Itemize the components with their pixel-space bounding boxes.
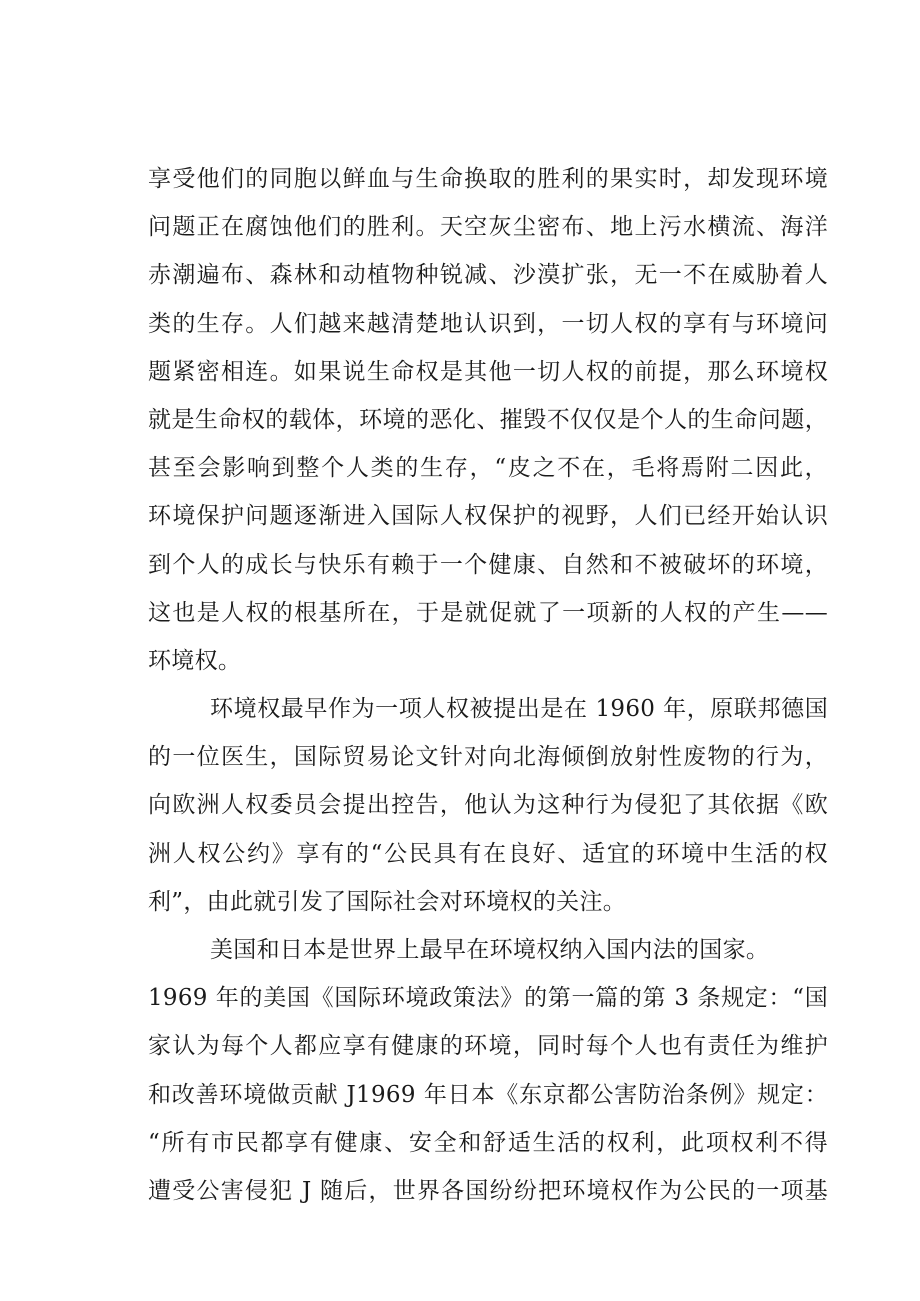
body-text [148,155,828,1215]
text-line: 类的生存。人们越来越清楚地认识到，一切人权的享有与环境问 [148,310,828,337]
text-line: 利”，由此就引发了国际社会对环境权的关注。 [148,888,627,915]
text-line: 和改善环境做贡献 J1969 年日本《东京都公害防治条例》规定： [148,1081,828,1108]
text-line: 赤潮遍布、森林和动植物种锐减、沙漠扩张，无一不在威胁着人 [148,262,828,289]
text-line: 1969 年的美国《国际环境政策法》的第一篇的第 3 条规定：“国 [148,985,828,1012]
text-line: 的一位医生，国际贸易论文针对向北海倾倒放射性废物的行为， [148,744,828,771]
text-line: “所有市民都享有健康、安全和舒适生活的权利，此项权利不得 [148,1129,828,1156]
paragraph-first-line: 环境权最早作为一项人权被提出是在 1960 年，原联邦德国 [210,696,828,723]
text-line: 问题正在腐蚀他们的胜利。天空灰尘密布、地上污水横流、海洋 [148,214,828,241]
text-line: 享受他们的同胞以鲜血与生命换取的胜利的果实时，却发现环境 [148,166,828,192]
text-line: 向欧洲人权委员会提出控告，他认为这种行为侵犯了其依据《欧 [148,792,828,819]
text-line: 洲人权公约》享有的“公民具有在良好、适宜的环境中生活的权 [148,840,828,867]
text-line: 题紧密相连。如果说生命权是其他一切人权的前提，那么环境权 [148,358,828,385]
text-line: 这也是人权的根基所在，于是就促就了一项新的人权的产生—— [148,599,828,626]
text-line: 甚至会影响到整个人类的生存，“皮之不在，毛将焉附二因此， [148,455,828,482]
text-line: 环境权。 [148,647,242,674]
paragraph-first-line: 美国和日本是世界上最早在环境权纳入国内法的国家。 [210,937,770,963]
text-line: 家认为每个人都应享有健康的环境，同时每个人也有责任为维护 [148,1033,828,1060]
text-line: 就是生命权的载体，环境的恶化、摧毁不仅仅是个人的生命问题， [148,406,828,433]
text-line: 遭受公害侵犯 J 随后，世界各国纷纷把环境权作为公民的一项基 [148,1177,828,1204]
text-line: 环境保护问题逐渐进入国际人权保护的视野，人们已经开始认识 [148,503,828,530]
text-line: 到个人的成长与快乐有赖于一个健康、自然和不被破坏的环境， [148,551,828,578]
